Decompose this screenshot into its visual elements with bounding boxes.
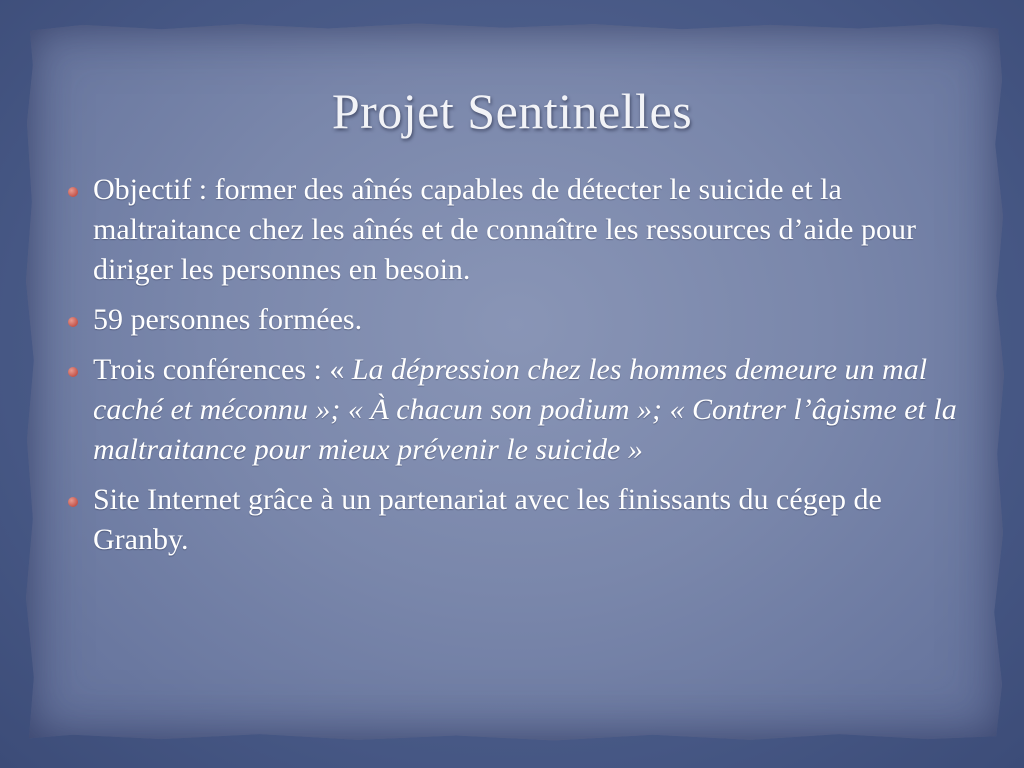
bullet-item-objective (62, 170, 962, 290)
bullet-text-prefix: Trois conférences : « (93, 353, 352, 386)
bullet-item-website (62, 480, 962, 560)
slide-title: Projet Sentinelles (331, 83, 693, 139)
bullet-dot-icon (68, 367, 78, 377)
bullet-dot-icon (68, 497, 78, 507)
bullet-dot-icon (68, 317, 78, 327)
bullet-text-italic: La dépression chez les hommes demeure un mal caché et méconnu »; « À chacun son podium »; « Contrer l’âgisme et la maltraitance pour mieux prévenir le suicide » (93, 353, 957, 466)
bullet-list (62, 170, 962, 570)
bullet-item-people-trained (62, 300, 962, 340)
bullet-dot-icon (68, 187, 78, 197)
bullet-text: 59 personnes formées. (93, 303, 363, 336)
bullet-text: Objectif : former des aînés capables de détecter le suicide et la maltraitance chez les aînés et de connaître les ressources d’aide pour diriger les personnes en besoin. (93, 173, 916, 286)
bullet-text: Site Internet grâce à un partenariat avec les finissants du cégep de Granby. (93, 483, 882, 556)
bullet-item-conferences (62, 350, 962, 470)
